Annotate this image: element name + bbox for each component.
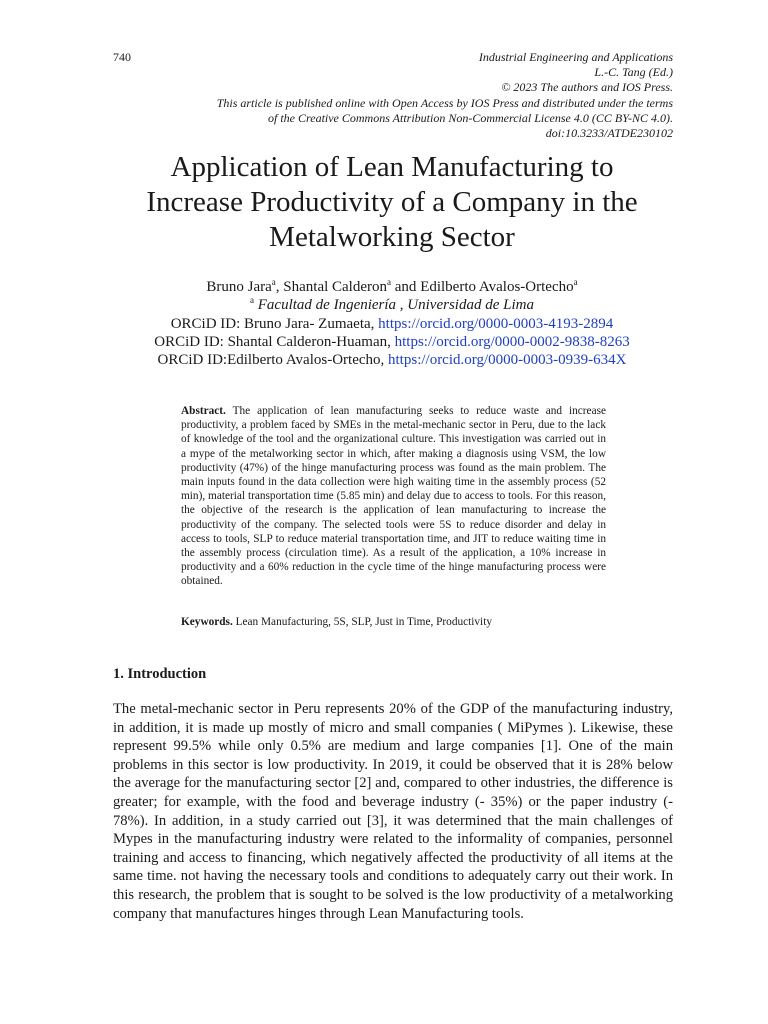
affiliation-text: Facultad de Ingeniería , Universidad de Lima (257, 297, 534, 314)
paper-title (60, 150, 724, 255)
running-head (113, 50, 673, 141)
editor-line: L.-C. Tang (Ed.) (594, 65, 673, 80)
author-name: Bruno Jara (206, 279, 272, 295)
license-line-1: This article is published online with Open Access by IOS Press and distributed under the terms (216, 95, 673, 110)
section-heading: 1. Introduction (113, 666, 207, 682)
orcid-line (60, 351, 724, 369)
abstract-label: Abstract. (181, 405, 226, 417)
keywords-label: Keywords. (181, 616, 233, 628)
title-line-3: Metalworking Sector (269, 221, 515, 253)
license-line-2: of the Creative Commons Attribution Non-Commercial License 4.0 (CC BY-NC 4.0). (268, 110, 673, 125)
affiliation-mark: a (250, 295, 255, 306)
doi-line: doi:10.3233/ATDE230102 (545, 126, 673, 141)
keywords (181, 615, 606, 629)
author-name: Shantal Calderon (283, 279, 388, 295)
affiliation-mark: a (573, 277, 578, 287)
title-line-2: Increase Productivity of a Company in the (146, 186, 638, 218)
orcid-label: ORCiD ID: Shantal Calderon-Huaman, (154, 333, 395, 350)
keywords-text: Lean Manufacturing, 5S, SLP, Just in Time, Productivity (232, 616, 492, 628)
copyright-line: © 2023 The authors and IOS Press. (501, 80, 673, 95)
author-list (60, 278, 724, 296)
orcid-label: ORCiD ID:Edilberto Avalos-Ortecho, (157, 352, 389, 369)
affiliation-mark: a (387, 277, 392, 287)
orcid-link[interactable]: https://orcid.org/0000-0003-0939-634X (388, 352, 627, 369)
title-line-1: Application of Lean Manufacturing to (170, 151, 614, 183)
orcid-line (60, 333, 724, 351)
orcid-label: ORCiD ID: Bruno Jara- Zumaeta, (170, 315, 379, 332)
author-separator: , (275, 279, 284, 295)
authors-block (60, 278, 724, 369)
abstract-text: The application of lean manufacturing seeks to reduce waste and increase productivity, a problem faced by SMEs in the metal-mechanic sector in Peru, due to the lack of knowledge of the tool and the organizational culture. This investigation was carried out in a mype of the metalworking sector in which, after making a diagnosis using VSM, the low productivity (47%) of the hinge manufacturing process was found as the main problem. The main inputs found in the data collection were high waiting time in the assembly process (52 min), material transportation time (5.85 min) and delay due to access to tools. For this reason, the objective of the research is the application of lean manufacturing to increase the productivity of the company. The selected tools were 5S to reduce disorder and delay in access to tools, SLP to reduce material transportation time, and JIT to reduce waiting time in the assembly process (circulation time). As a result of the application, a 10% increase in productivity and a 60% reduction in the cycle time of the hinge manufacturing process were obtained. (181, 405, 606, 588)
page-number: 740 (113, 50, 131, 64)
affiliation (60, 296, 724, 314)
orcid-line (60, 315, 724, 333)
affiliation-mark: a (271, 277, 276, 287)
author-separator: and (391, 279, 421, 295)
orcid-link[interactable]: https://orcid.org/0000-0002-9838-8263 (394, 333, 630, 350)
author-name: Edilberto Avalos-Ortecho (420, 279, 574, 295)
journal-name: Industrial Engineering and Applications (478, 50, 673, 64)
abstract (181, 404, 606, 589)
orcid-link[interactable]: https://orcid.org/0000-0003-4193-2894 (378, 315, 614, 332)
introduction-paragraph: The metal-mechanic sector in Peru represents 20% of the GDP of the manufacturing industry, in addition, it is made up mostly of micro and small companies ( MiPymes ). Likewise, these represent 99.5% while only 0.5% are medium and large companies [1]. One of the main problems in this sector is low productivity. In 2019, it could be observed that it is 28% below the average for the manufacturing sector [2] and, compared to other industries, the difference is greater; for example, with the food and beverage industry (- 35%) or the paper industry (- 78%). In addition, in a study carried out [3], it was determined that the main challenges of Mypes in the manufacturing industry were related to the informality of companies, personnel training and access to financing, which negatively affected the productivity of all items at the same time. not having the necessary tools and conditions to adequately carry out their work. In this research, the problem that is sought to be solved is the low productivity of a metalworking company that manufactures hinges through Lean Manufacturing tools. (113, 701, 673, 922)
